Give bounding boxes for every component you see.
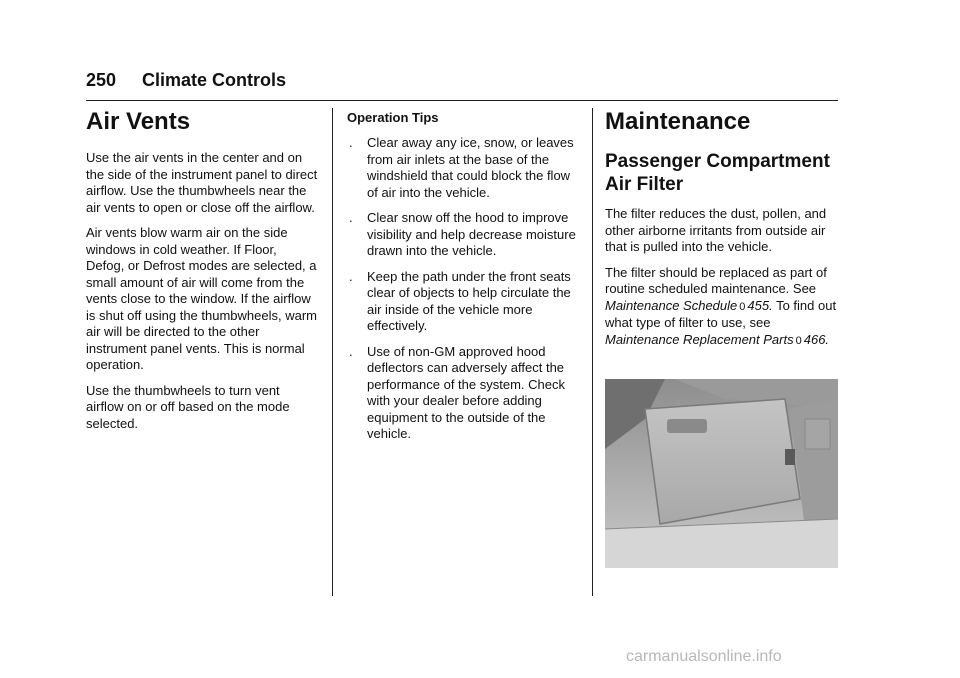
air-filter-heading-line2: Air Filter (605, 174, 684, 195)
page-ref-number[interactable]: 466. (803, 331, 830, 347)
watermark: carmanualsonline.info (626, 648, 782, 665)
list-item (347, 210, 579, 260)
bullet: . (349, 135, 353, 150)
bullet: . (349, 268, 353, 284)
maintenance-heading: Maintenance (605, 108, 751, 135)
air-filter-heading (605, 150, 839, 196)
page-header (86, 70, 838, 101)
tip-text: Clear away any ice, snow, or leaves from air inlets at the base of the windshield that could block the flow of air into the vehicle. (367, 135, 574, 200)
glovebox-illustration (605, 379, 838, 568)
list-item (347, 269, 579, 335)
glovebox-photo (605, 379, 838, 568)
maintenance-schedule-link[interactable]: Maintenance Schedule (605, 297, 738, 313)
column-maintenance (605, 108, 839, 358)
paragraph-text: To find out what type of filter to use, see (605, 297, 837, 330)
page-ref-arrow-icon: 0 (795, 334, 802, 347)
air-filter-paragraph: The filter reduces the dust, pollen, and other airborne irritants from outside air that is pulled into the vehicle. (605, 206, 827, 254)
page-ref-number[interactable]: 455. (747, 297, 773, 313)
air-vents-paragraph: Air vents blow warm air on the side windows in cold weather. If Floor, Defog, or Defrost modes are selected, a small amount of air will come from the vents close to the window. If the airflow is shut off using the thumbwheels, warm air will be directed to the other instrument panel vents. This is normal operation. (86, 225, 317, 372)
page-number: 250 (86, 70, 117, 90)
bullet: . (349, 343, 353, 359)
column-air-vents (86, 108, 318, 441)
air-filter-paragraph (605, 265, 839, 350)
replacement-parts-link[interactable]: Maintenance Replacement Parts (605, 331, 794, 347)
air-filter-heading-line1: Passenger Compartment (605, 151, 830, 172)
bullet: . (349, 210, 353, 225)
section-title: Climate Controls (142, 70, 287, 90)
paragraph-text: The filter should be replaced as part of routine scheduled maintenance. See (605, 264, 827, 296)
air-vents-paragraph: Use the air vents in the center and on the side of the instrument panel to direct airflow. Use the thumbwheels near the air vents to open or close off the airflow. (86, 150, 318, 215)
list-item (347, 344, 579, 443)
column-divider (592, 108, 593, 596)
operation-tips-heading: Operation Tips (347, 110, 439, 125)
operation-tips-list (347, 135, 579, 443)
column-operation-tips (347, 108, 579, 452)
tip-text: Use of non-GM approved hood deflectors can adversely affect the performance of the system. Check with your dealer before adding equipment to the outside of the vehicle. (367, 343, 565, 441)
air-vents-paragraph: Use the thumbwheels to turn vent airflow on or off based on the mode selected. (86, 382, 290, 431)
page-ref-arrow-icon: 0 (739, 300, 746, 313)
column-divider (332, 108, 333, 596)
tip-text: Keep the path under the front seats clear of objects to help circulate the air inside of the vehicle more effectively. (367, 268, 571, 333)
air-vents-heading: Air Vents (86, 108, 191, 135)
list-item (347, 135, 579, 201)
tip-text: Clear snow off the hood to improve visibility and help decrease moisture drawn into the vehicle. (367, 210, 576, 258)
